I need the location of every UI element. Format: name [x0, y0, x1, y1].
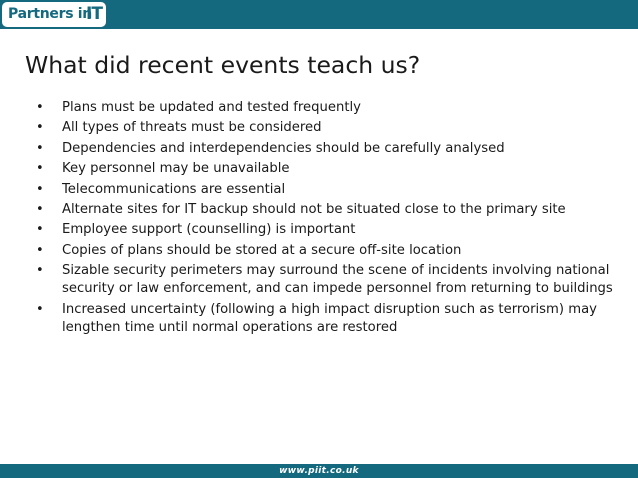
bullet-item: [36, 201, 616, 219]
bullet-text: Alternate sites for IT backup should not be situated close to the primary site: [62, 201, 566, 217]
logo-it-mark: IT: [86, 4, 102, 24]
bullet-list: [36, 99, 616, 339]
partners-in-it-logo: [2, 2, 106, 27]
bullet-text: Telecommunications are essential: [62, 181, 286, 197]
header-bar: [0, 0, 638, 29]
bullet-item: [36, 99, 616, 117]
bullet-text: Dependencies and interdependencies should be carefully analysed: [62, 140, 505, 156]
bullet-icon: •: [36, 301, 44, 317]
bullet-item: [36, 160, 616, 178]
bullet-icon: •: [36, 263, 44, 279]
bullet-item: [36, 262, 616, 298]
bullet-text: Sizable security perimeters may surround the scene of incidents involving national security or law enforcement, and can impede personnel from returning to buildings: [62, 263, 613, 297]
bullet-icon: •: [36, 181, 44, 197]
bullet-text: All types of threats must be considered: [62, 120, 322, 136]
bullet-text: Employee support (counselling) is important: [62, 222, 356, 238]
footer-website-url: www.piit.co.uk: [279, 466, 359, 476]
bullet-item: [36, 242, 616, 260]
bullet-text: Increased uncertainty (following a high impact disruption such as terrorism) may lengthen time until normal operations are restored: [62, 301, 597, 335]
bullet-icon: •: [36, 120, 44, 136]
slide-title: What did recent events teach us?: [25, 51, 421, 79]
bullet-text: Key personnel may be unavailable: [62, 161, 290, 177]
footer-bar: [0, 464, 638, 478]
bullet-icon: •: [36, 242, 44, 258]
bullet-icon: •: [36, 140, 44, 156]
bullet-item: [36, 140, 616, 158]
bullet-item: [36, 181, 616, 199]
bullet-icon: •: [36, 100, 44, 115]
bullet-item: [36, 119, 616, 137]
bullet-icon: •: [36, 222, 44, 238]
bullet-icon: •: [36, 161, 44, 177]
bullet-item: [36, 301, 616, 337]
logo-text: Partners in: [8, 6, 92, 22]
bullet-item: [36, 221, 616, 239]
bullet-text: Plans must be updated and tested frequently: [62, 100, 361, 115]
bullet-text: Copies of plans should be stored at a secure off-site location: [62, 242, 462, 258]
bullet-icon: •: [36, 201, 44, 217]
